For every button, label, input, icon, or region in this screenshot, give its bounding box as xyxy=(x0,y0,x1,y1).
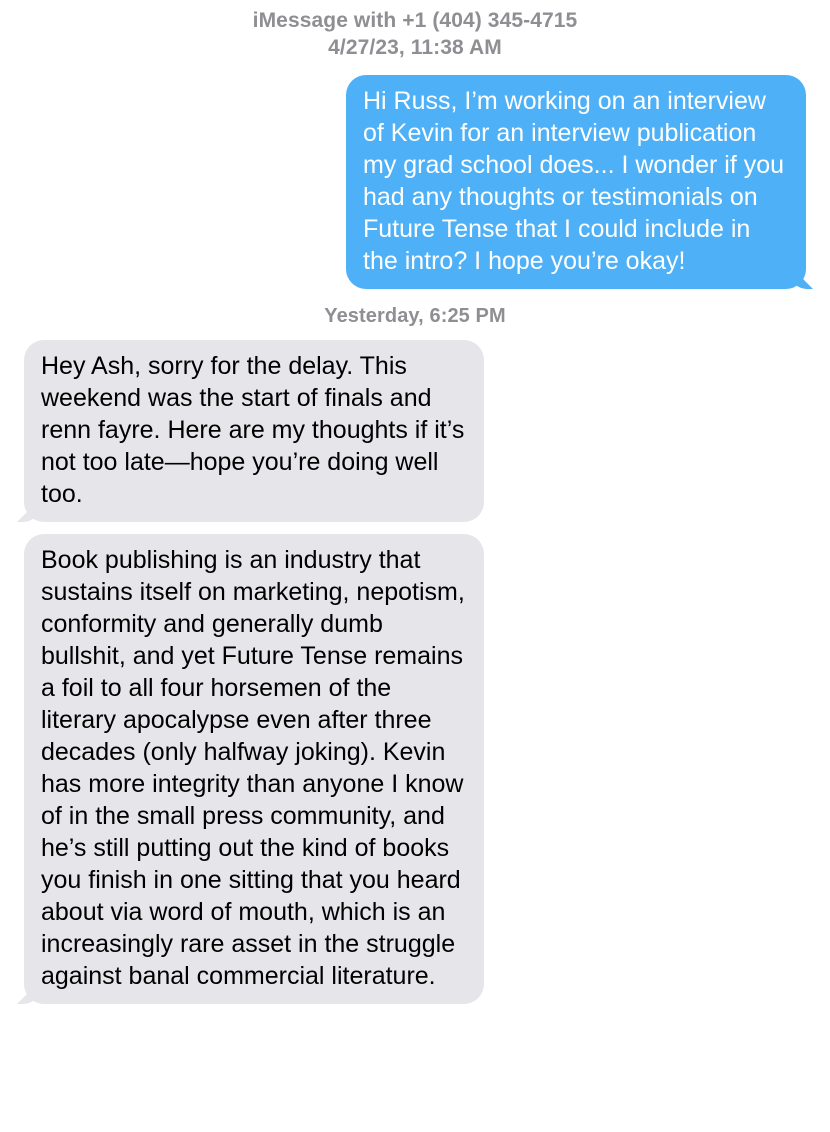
message-spacer xyxy=(16,522,814,534)
message-row xyxy=(16,340,814,522)
thread-header xyxy=(16,0,814,61)
message-bubble-sent[interactable]: Hi Russ, I’m working on an interview of Kevin for an interview publication my grad school does... I wonder if you had any thoughts or testimonials on Future Tense that I could include in the intro? I hope you’re okay! xyxy=(346,75,806,289)
message-row xyxy=(16,75,814,289)
message-bubble-received[interactable]: Book publishing is an industry that sustains itself on marketing, nepotism, conformity and generally dumb bullshit, and yet Future Tense remains a foil to all four horsemen of the literary apocalypse even after three decades (only halfway joking). Kevin has more integrity than anyone I know of in the small press community, and he’s still putting out the kind of books you finish in one sitting that you heard about via word of mouth, which is an increasingly rare asset in the struggle against banal commercial literature. xyxy=(24,534,484,1004)
thread-title: iMessage with +1 (404) 345-4715 xyxy=(252,9,578,32)
date-divider: Yesterday, 6:25 PM xyxy=(324,305,506,327)
thread-timestamp: 4/27/23, 11:38 AM xyxy=(328,36,502,59)
message-bubble-received[interactable]: Hey Ash, sorry for the delay. This weekend was the start of finals and renn fayre. Here are my thoughts if it’s not too late—hope you’re doing well too. xyxy=(24,340,484,522)
message-row xyxy=(16,534,814,1004)
